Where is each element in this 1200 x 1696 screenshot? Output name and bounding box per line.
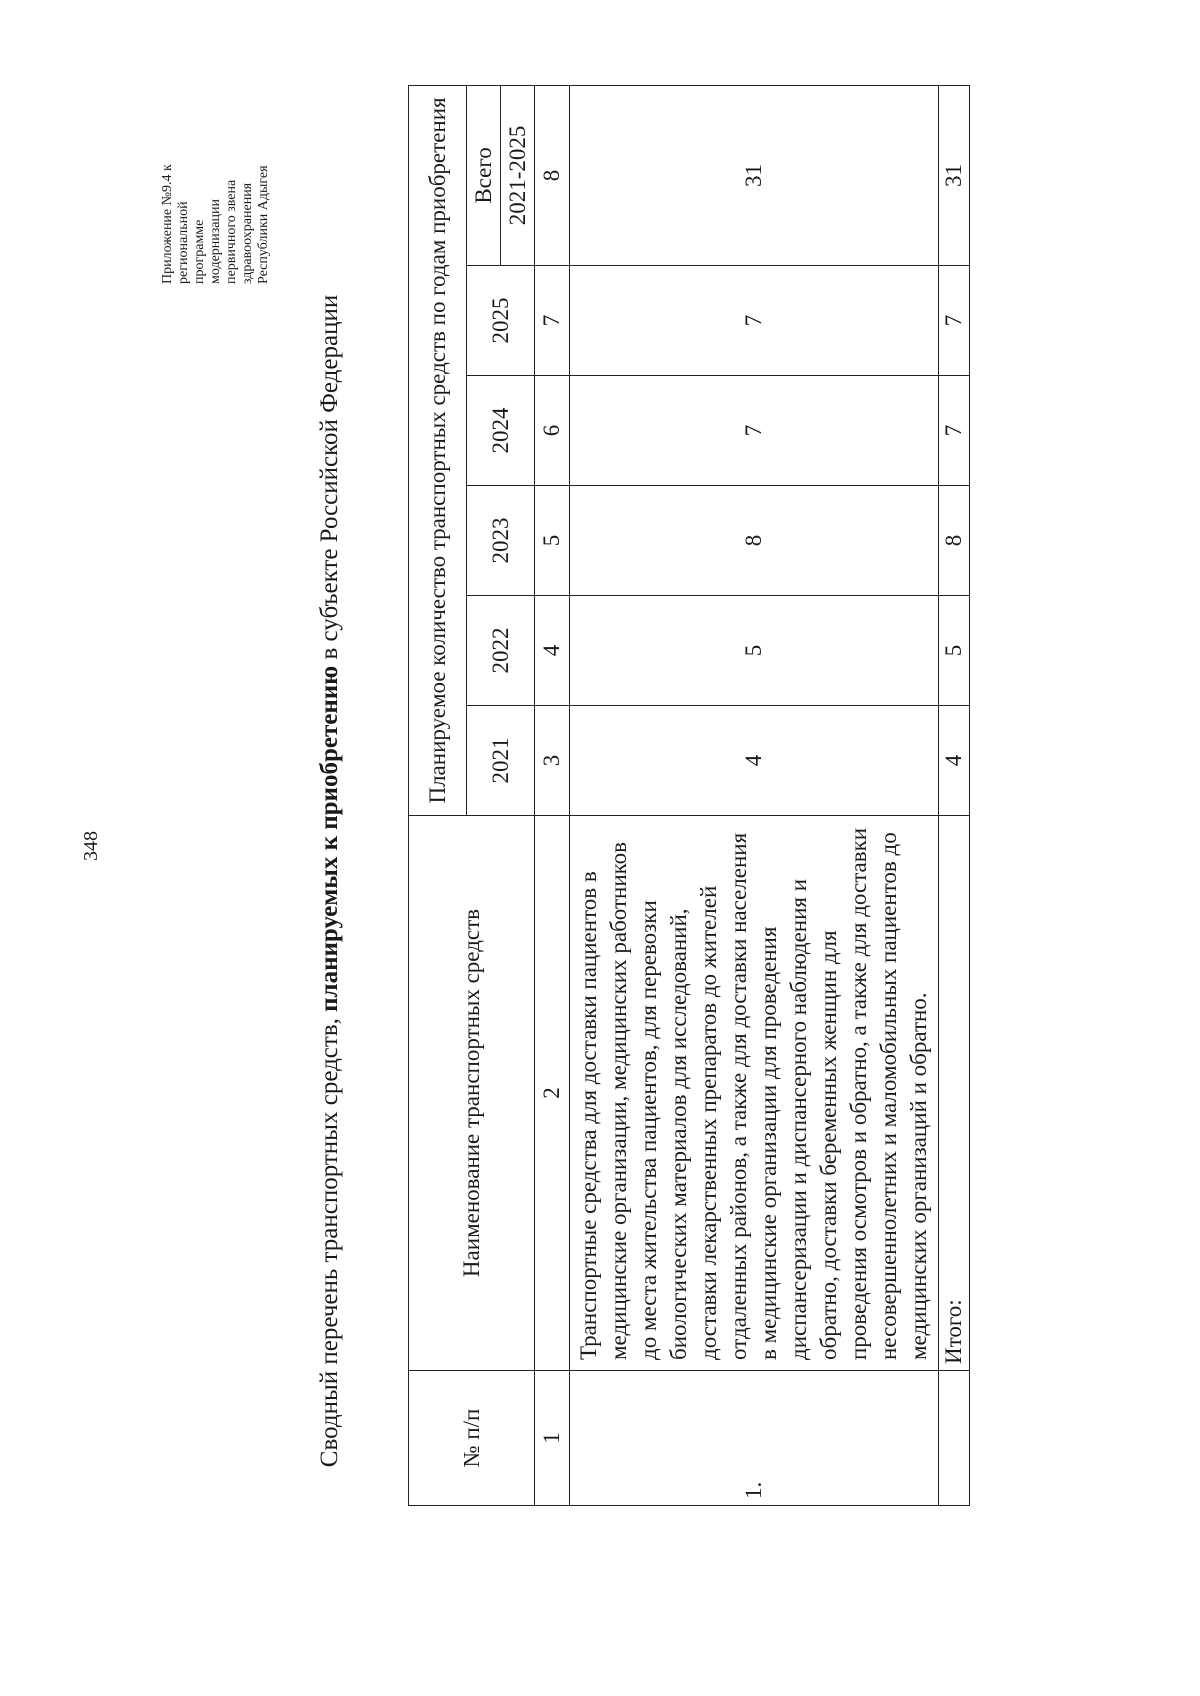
index-cell: 5: [535, 486, 570, 596]
header-year-2025: 2025: [467, 266, 535, 376]
appendix-line: здравоохранения: [240, 182, 255, 284]
index-cell: 4: [535, 596, 570, 706]
document-title: [310, 181, 350, 1581]
header-name: Наименование транспортных средств: [409, 816, 535, 1371]
appendix-line: региональной: [176, 201, 191, 284]
total-value-2022: 5: [939, 596, 970, 706]
appendix-note: [160, 84, 272, 284]
row-value-2022: 5: [570, 596, 939, 706]
index-cell: 3: [535, 706, 570, 816]
row-value-2025: 7: [570, 266, 939, 376]
index-cell: 8: [535, 85, 570, 265]
index-cell: 7: [535, 266, 570, 376]
header-year-2023: 2023: [467, 486, 535, 596]
total-value-2023: 8: [939, 486, 970, 596]
total-value-all: 31: [939, 85, 970, 265]
appendix-line: первичного звена: [224, 179, 239, 284]
total-num-empty: [939, 1371, 970, 1506]
index-cell: 6: [535, 376, 570, 486]
page-number: 348: [80, 831, 102, 861]
row-value-2024: 7: [570, 376, 939, 486]
header-year-2021: 2021: [467, 706, 535, 816]
header-group: Планируемое количество транспортных средств по годам приобретения: [409, 85, 467, 815]
row-value-total: 31: [570, 85, 939, 265]
header-total-period: 2021-2025: [501, 85, 535, 265]
row-name: Транспортные средства для доставки пациентов в медицинские организации, медицинских работников до места жительства пациентов, для перевозки биологических материалов для исследований, доставки лекарственных препаратов до жителей отдаленных районов, а также для доставки населения в медицинские организации для проведения диспансеризации и диспансерного наблюдения и обратно, доставки беременных женщин для проведения осмотров и обратно, а также для доставки несовершеннолетних и маломобильных пациентов до медицинских организаций и обратно.: [570, 816, 939, 1371]
title-bold: планируемых к приобретению: [316, 665, 343, 1012]
appendix-line: программе: [192, 219, 207, 284]
title-part-2: в субъекте Российской Федерации: [316, 294, 343, 666]
header-total: Всего: [467, 85, 501, 265]
index-cell: 2: [535, 816, 570, 1371]
row-num: 1.: [570, 1371, 939, 1506]
table-row: [570, 85, 939, 1505]
index-cell: 1: [535, 1371, 570, 1506]
total-row: [939, 85, 970, 1505]
appendix-line: модернизации: [208, 199, 223, 284]
title-part-1: Сводный перечень транспортных средств,: [316, 1011, 343, 1468]
row-value-2021: 4: [570, 706, 939, 816]
total-value-2021: 4: [939, 706, 970, 816]
appendix-line: Республики Адыгея: [256, 165, 271, 284]
header-num: № п/п: [409, 1371, 535, 1506]
total-value-2025: 7: [939, 266, 970, 376]
transport-table: [408, 85, 970, 1506]
appendix-line: Приложение №9.4 к: [160, 164, 175, 284]
header-year-2024: 2024: [467, 376, 535, 486]
row-value-2023: 8: [570, 486, 939, 596]
header-year-2022: 2022: [467, 596, 535, 706]
total-label: Итого:: [939, 816, 970, 1371]
total-value-2024: 7: [939, 376, 970, 486]
